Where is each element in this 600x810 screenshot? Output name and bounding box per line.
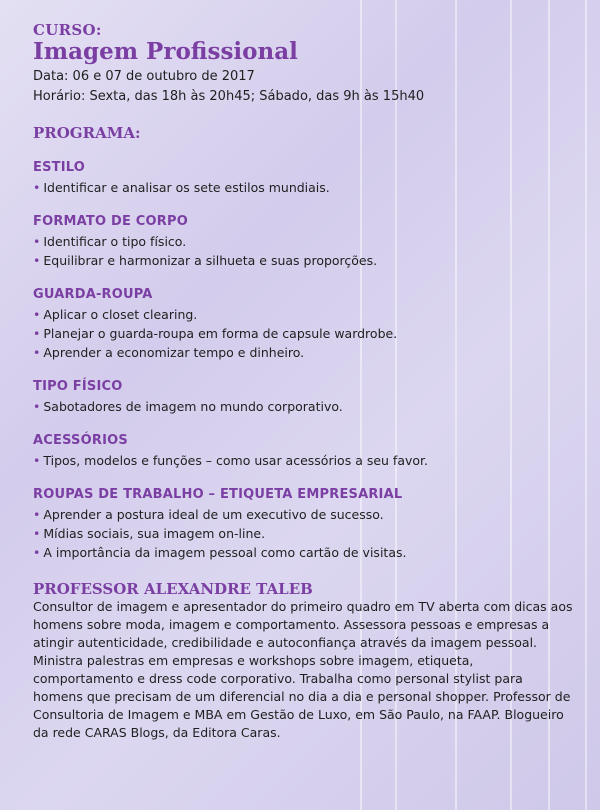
topic-item-text: Planejar o guarda-roupa em forma de capsule wardrobe. <box>43 326 398 341</box>
topic-item <box>33 451 573 470</box>
program-heading: PROGRAMA: <box>33 124 141 142</box>
topic-item <box>33 397 573 416</box>
background-streak <box>585 0 587 810</box>
topic-item <box>33 305 573 324</box>
course-label: CURSO: <box>33 21 102 39</box>
topic-item-text: Aplicar o closet clearing. <box>43 307 198 322</box>
course-schedule: Horário: Sexta, das 18h às 20h45; Sábado, das 9h às 15h40 <box>33 89 425 104</box>
topic-guarda-roupa <box>33 285 573 362</box>
bullet-icon: • <box>33 253 41 268</box>
topic-acessorios <box>33 431 573 470</box>
topic-item-text: Mídias sociais, sua imagem on-line. <box>43 526 266 541</box>
course-page <box>33 22 573 742</box>
topic-item <box>33 343 573 362</box>
topic-title: TIPO FÍSICO <box>33 379 123 394</box>
topic-item-text: Equilibrar e harmonizar a silhueta e suas proporções. <box>43 253 378 268</box>
bullet-icon: • <box>33 180 41 195</box>
bullet-icon: • <box>33 326 41 341</box>
bullet-icon: • <box>33 234 41 249</box>
topic-item-text: Tipos, modelos e funções – como usar acessórios a seu favor. <box>43 453 428 468</box>
topic-item-text: Sabotadores de imagem no mundo corporativo. <box>43 399 343 414</box>
topic-item-text: A importância da imagem pessoal como cartão de visitas. <box>43 545 407 560</box>
topic-roupas-de-trabalho <box>33 485 573 562</box>
bullet-icon: • <box>33 453 41 468</box>
topic-item-text: Identificar o tipo físico. <box>43 234 187 249</box>
topic-item <box>33 251 573 270</box>
topic-item <box>33 324 573 343</box>
topic-title: ROUPAS DE TRABALHO – ETIQUETA EMPRESARIAL <box>33 487 403 502</box>
topic-formato-de-corpo <box>33 212 573 270</box>
bullet-icon: • <box>33 545 41 560</box>
topic-estilo <box>33 158 573 197</box>
topic-title: ACESSÓRIOS <box>33 433 128 448</box>
topic-tipo-fisico <box>33 377 573 416</box>
topic-title: FORMATO DE CORPO <box>33 214 188 229</box>
professor-bio: Consultor de imagem e apresentador do primeiro quadro em TV aberta com dicas aos homens sobre moda, imagem e comportamento. Assessora pessoas e empresas a atingir autenticidade, credibilidade e autoconfiança através da imagem pessoal. Ministra palestras em empresas e workshops sobre imagem, etiqueta, comportamento e dress code corporativo. Trabalha como personal stylist para homens que precisam de um diferencial no dia a dia e personal shopper. Professor de Consultoria de Imagem e MBA em Gestão de Luxo, em São Paulo, na FAAP. Blogueiro da rede CARAS Blogs, da Editora Caras. <box>33 599 573 740</box>
topic-item-text: Aprender a economizar tempo e dinheiro. <box>43 345 305 360</box>
topic-item-text: Identificar e analisar os sete estilos mundiais. <box>43 180 330 195</box>
bullet-icon: • <box>33 307 41 322</box>
topic-item-text: Aprender a postura ideal de um executivo de sucesso. <box>43 507 384 522</box>
professor-heading: PROFESSOR ALEXANDRE TALEB <box>33 580 313 598</box>
course-date: Data: 06 e 07 de outubro de 2017 <box>33 69 255 84</box>
topic-title: GUARDA-ROUPA <box>33 287 153 302</box>
topic-item <box>33 232 573 251</box>
topic-item <box>33 543 573 562</box>
topic-title: ESTILO <box>33 160 86 175</box>
bullet-icon: • <box>33 507 41 522</box>
bullet-icon: • <box>33 345 41 360</box>
bullet-icon: • <box>33 526 41 541</box>
bullet-icon: • <box>33 399 41 414</box>
course-title: Imagem Profissional <box>33 38 298 65</box>
topic-item <box>33 524 573 543</box>
topic-item <box>33 178 573 197</box>
topic-item <box>33 505 573 524</box>
